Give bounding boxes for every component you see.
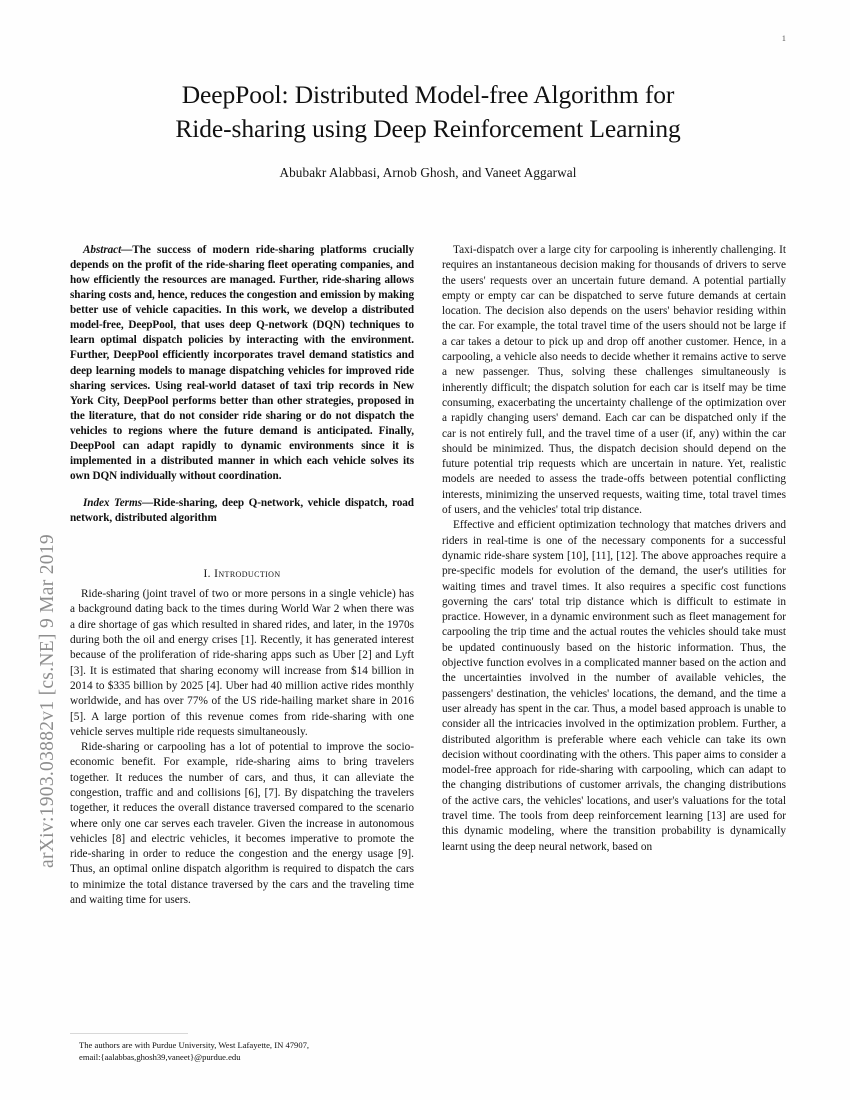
abstract-dash: — bbox=[121, 244, 133, 256]
abstract-paragraph bbox=[70, 243, 414, 484]
page-title bbox=[70, 78, 786, 146]
body-columns bbox=[70, 243, 786, 1063]
title-line-1: DeepPool: Distributed Model-free Algorithm for bbox=[181, 80, 675, 109]
footnote-line-1: The authors are with Purdue University, West Lafayette, IN 47907, bbox=[79, 1040, 310, 1051]
footnote-block bbox=[70, 1033, 414, 1063]
right-paragraph-2: Effective and efficient optimization technology that matches drivers and riders in real-time is one of the necessary components for a successful dynamic ride-share system [10], [11], [12]. The above approaches require a pre-specific models for evolution of the demand, the user's utilities for waiting times and travel times. It also requires a specific cost functions governing the cars' total trip distance which is difficult to estimate in practice. However, in a dynamic environment such as fleet management for carpooling the trip time and the actual routes the vehicles should take must be updated continuously based on the historic information. Thus, the objective function evolves in a complicated manner based on the action and the uncertainties involved in the number of available vehicles, the passengers' destination, the vehicles' locations, the demand, and the time a user already has spent in the car. Thus, a model based approach is unable to consider all the intricacies involved in the optimization problem. Further, a distributed algorithm is preferable where each vehicle can take its own decision without coordinating with the others. This paper aims to consider a model-free approach for ride-sharing with carpooling, which can adapt to the changing distributions of customer arrivals, the changing distributions of the active cars, the vehicles' locations, and user's valuations for the total travel time. The tools from deep reinforcement learning [13] are used for this dynamic modeling, where the transition probability is dynamically learnt using the deep neural network, based on bbox=[442, 519, 786, 853]
footnote-rule bbox=[70, 1033, 188, 1034]
left-column bbox=[70, 243, 414, 1063]
index-terms-dash: — bbox=[141, 497, 154, 509]
abstract-label: Abstract bbox=[83, 244, 122, 256]
index-terms-text: Ride-sharing, deep Q-network, vehicle dispatch, road network, distributed algorithm bbox=[70, 497, 414, 525]
footnote-line-2: email:{aalabbas,ghosh39,vaneet}@purdue.edu bbox=[79, 1051, 241, 1062]
section-heading-introduction: I. Introduction bbox=[203, 568, 281, 581]
index-terms-label: Index Terms bbox=[83, 497, 142, 509]
left-paragraph-2: Ride-sharing or carpooling has a lot of potential to improve the socio-economic benefit. For example, ride-sharing aims to bring travelers together. It reduces the number of cars, and thus, it can alleviate the congestion, traffic and and collisions [6], [7]. By dispatching the travelers together, it reduces the overall distance traversed compared to the scenario where only one car serves each traveler. Given the increase in autonomous vehicles [8] and electric vehicles, it becomes imperative to promote the ride-sharing in order to reduce the congestion and the energy usage [9]. Thus, an optimal online dispatch algorithm is required to dispatch the cars to minimize the total distance traversed by the cars and the traveling time and waiting time for users. bbox=[70, 741, 414, 907]
abstract-text: The success of modern ride-sharing platforms crucially depends on the profit of the ride-sharing fleet operating companies, and how efficiently the resources are managed. Further, ride-sharing allows sharing costs and, hence, reduces the congestion and emission by making better use of vehicle capacities. In this work, we develop a distributed model-free, DeepPool, that uses deep Q-network (DQN) techniques to learn optimal dispatch policies by interacting with the environment. Further, DeepPool efficiently incorporates travel demand statistics and deep learning models to manage dispatching vehicles for improved ride sharing services. Using real-world dataset of taxi trip records in New York City, DeepPool performs better than other strategies, proposed in the literature, that do not consider ride sharing or do not dispatch the vehicles to regions where the future demand is anticipated. Finally, DeepPool can adapt rapidly to dynamic environments since it is implemented in a distributed manner in which each vehicle solves its own DQN individually without coordination. bbox=[70, 244, 414, 482]
left-paragraph-1: Ride-sharing (joint travel of two or more persons in a single vehicle) has a background dating back to the times during World War 2 when there was a dire shortage of gas which resulted in shared rides, and later, in the 1970s during both the oil and energy crises [1]. Recently, it has generated interest because of the proliferation of ride-sharing apps such as Uber [2] and Lyft [3]. It is estimated that sharing economy will increase from $14 billion in 2014 to $335 billion by 2025 [4]. Uber had 40 million active rides monthly worldwide, and has over 77% of the US ride-hailing market share in 2016 [5]. A large portion of this revenue comes from ride-sharing with one vehicle serves multiple ride requests simultaneously. bbox=[70, 588, 414, 738]
title-line-2: Ride-sharing using Deep Reinforcement Learning bbox=[175, 113, 681, 143]
right-column bbox=[442, 243, 786, 1063]
title-block bbox=[70, 78, 786, 181]
right-paragraph-1: Taxi-dispatch over a large city for carpooling is inherently challenging. It requires an instantaneous decision making for thousands of drivers to serve the users' requests over an uncertain future demand. A potential partially empty or empty car can be dispatched to serve future demands at certain location. The decision also depends on the users' behavior residing within the car. For example, the total travel time of the users should not be large if a car takes a detour to pick up and drop off another customer. Hence, in a carpooling, a vehicle also needs to decide whether it remains active to serve a new passenger. Thus, solving these challenges simultaneously is inherently difficult; the dispatch solution for each car is itself may be time consuming, exacerbating the uncertainty challenge of the optimization over a rapidly changing users' demand. Each car can be dispatched only if the car is not entirely full, and the travel time of a user (if, any) within the car should be minimized. Thus, the dispatch decision should depend on the future potential trip requests which are uncertain in nature. Yet, realistic models are needed to assess the trade-offs between potential conflicting interests, minimizing the unserved requests, waiting time, total travel times of users, and the vehicles' total trip distance. bbox=[442, 244, 786, 517]
index-terms-paragraph bbox=[70, 496, 414, 526]
arxiv-stamp: arXiv:1903.03882v1 [cs.NE] 9 Mar 2019 bbox=[37, 534, 58, 868]
page-number: 1 bbox=[781, 33, 786, 43]
author-list: Abubakr Alabbasi, Arnob Ghosh, and Vaneet Aggarwal bbox=[279, 164, 577, 180]
